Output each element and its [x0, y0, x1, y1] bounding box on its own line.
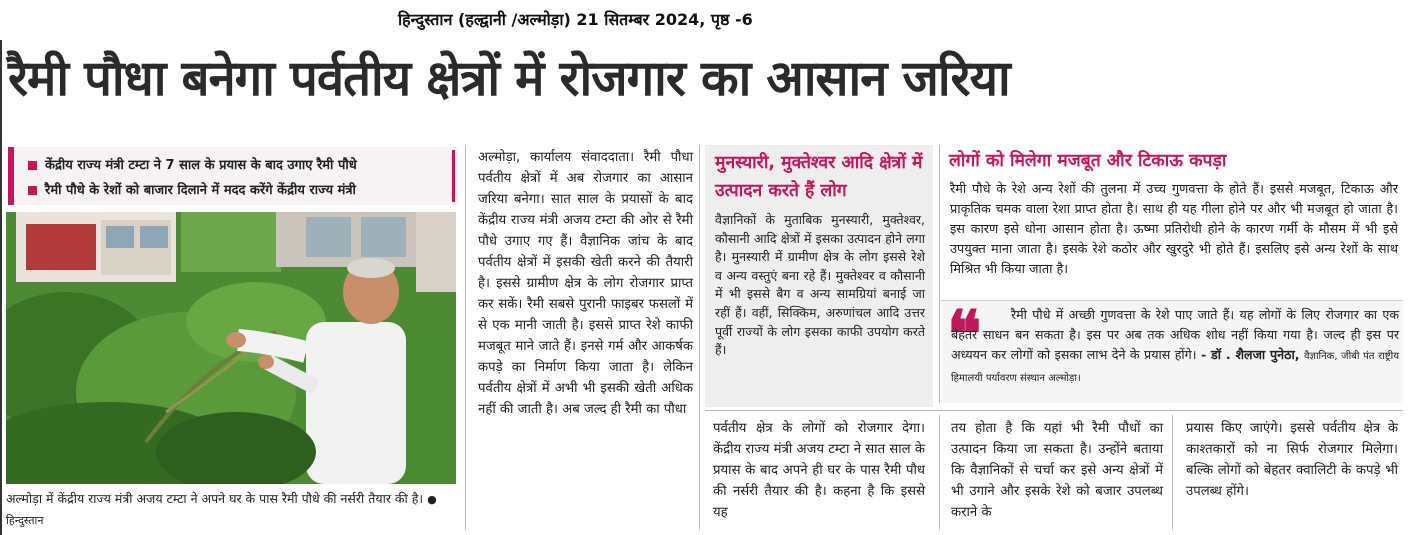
section-heading-fabric: लोगों को मिलेगा मजबूत और टिकाऊ कपड़ा — [949, 151, 1227, 171]
column-divider — [465, 145, 466, 530]
column-divider — [939, 415, 940, 530]
column-divider — [1172, 415, 1173, 530]
sidebar-text: वैज्ञानिकों के मुताबिक मुनस्यारी, मुक्तेश्वर, कौसानी आदि क्षेत्रों में इसका उत्पादन होने लगा है। मुनस्यारी में ग्रामीण क्षेत्र के लोग इससे रेशे व अन्य वस्तुएं बना रहे हैं। मुक्तेश्वर व कौसानी में भी इससे बैग व अन्य सामग्रियां बनाई जा रहीं हैं। वहीं, सिक्किम, अरुणांचल आदि उत्तर पूर्वी राज्यों के लोग इसका काफी उपयोग करते हैं। — [715, 212, 925, 358]
column-divider — [699, 145, 700, 530]
square-bullet-icon — [28, 161, 37, 170]
photo-caption: अल्मोड़ा में केंद्रीय राज्य मंत्री अजय टम्टा ने अपने घर के पास रैमी पौधे की नर्सरी तैयार की है। ● हिन्दुस्तान — [6, 491, 437, 527]
bottom-column-3: प्रयास किए जाएंगे। इससे पर्वतीय क्षेत्र के काश्तकारों को ना सिर्फ रोजगार मिलेगा। बल्कि लोगों को बेहतर क्वालिटी के कपड़े भी उपलब्ध होंगे। — [1186, 421, 1398, 499]
quote-author: - डॉ . शैलजा पुनेठा, — [1201, 347, 1300, 362]
quote-designation: वैज्ञानिक, जीबी पंत राष्ट्रीय हिमालयी पर्यावरण संस्थान अल्मोड़ा। — [951, 351, 1399, 384]
column-divider — [939, 145, 940, 403]
fabric-section-text: रैमी पौधे के रेशे अन्य रेशों की तुलना में उच्च गुणवत्ता के होते हैं। इससे मजबूत, टिकाऊ और प्राकृतिक चमक वाला रेशा प्राप्त होता है। साथ ही यह गीला होने पर और भी मजबूत हो जाता है। इस कारण इसे धोना आसान होता है। ऊष्मा प्रतिरोधी होने के कारण गर्मी के मौसम में भी इसे उपयुक्त माना जाता है। इसके रेशे कठोर और खुरदुरे भी होते हैं। इसलिए इसे अन्य रेशों के साथ मिश्रित भी किया जाता है। — [950, 182, 1398, 277]
news-photo — [6, 212, 456, 484]
photo-credit: ● हिन्दुस्तान — [6, 493, 437, 527]
horizontal-divider — [705, 410, 1403, 411]
article-column-1: अल्मोड़ा, कार्यालय संवाददाता। रैमी पौधा पर्वतीय क्षेत्रों में अब रोजगार का आसान जरिया बनेगा। सात साल के प्रयासों के बाद केंद्रीय राज्य मंत्री अजय टम्टा की ओर से रैमी पौधे उगाए गए हैं। वैज्ञानिक जांच के बाद पर्वतीय क्षेत्रों में इसकी खेती करने की तैयारी है। इससे ग्रामीण क्षेत्र के लोग रोजगार प्राप्त कर सकें। रैमी सबसे पुरानी फाइबर फसलों में से एक मानी जाती है। इससे प्राप्त रेशे काफी मजबूत माने जाते हैं। इनसे गर्म और आकर्षक कपड़े का निर्माण किया जाता है। लेकिन पर्वतीय क्षेत्रों में अभी भी इसकी खेती अधिक नहीं की जाती है। अब जल्द ही रैमी का पौधा — [478, 150, 693, 417]
square-bullet-icon — [28, 186, 37, 195]
headline: रैमी पौधा बनेगा पर्वतीय क्षेत्रों में रोजगार का आसान जरिया — [8, 50, 1010, 107]
quote-mark-icon: ❝ — [947, 297, 982, 372]
highlight-item: केंद्रीय राज्य मंत्री टम्टा ने 7 साल के प्रयास के बाद उगाए रैमी पौधे — [28, 155, 357, 173]
highlights-accent-rule — [452, 150, 455, 202]
bottom-column-2: तय होता है कि यहां भी रैमी पौधों का उत्पादन किया जा सकता है। उन्होंने बताया कि वैज्ञानिकों से चर्चा कर इसे अन्य क्षेत्रों में भी उगाने और इसके रेशे को बजार उपलब्ध कराने के — [951, 421, 1163, 520]
sidebar-heading: मुनस्यारी, मुक्तेश्वर आदि क्षेत्रों में उत्पादन करते हैं लोग — [715, 153, 923, 201]
dateline: हिन्दुस्तान (हल्द्वानी /अल्मोड़ा) 21 सितम्बर 2024, पृष्ठ -6 — [398, 10, 753, 29]
highlights-box — [8, 147, 458, 205]
expert-quote-box — [941, 297, 1403, 403]
highlight-item: रैमी पौधे के रेशों को बाजार दिलाने में मदद करेंगे केंद्रीय राज्य मंत्री — [28, 180, 356, 198]
bottom-column-1: पर्वतीय क्षेत्र के लोगों को रोजगार देगा। केंद्रीय राज्य मंत्री अजय टम्टा ने सात साल के प्रयास के बाद अपने ही घर के पास रैमी पौध की नर्सरी तैयार की है। कहना है कि इससे यह — [713, 421, 925, 520]
quote-text: रैमी पौधे में अच्छी गुणवत्ता के रेशे पाए जाते हैं। यह लोगों के लिए रोजगार का एक बेहतर साधन बन सकता है। इस पर अब तक अधिक शोध नहीं किया गया है। जल्द ही इस पर अध्ययन कर लोगों को इसका लाभ देने के प्रयास होंगे। - डॉ . शैलजा पुनेठा, वैज्ञानिक, जीबी पंत राष्ट्रीय हिमालयी पर्यावरण संस्थान अल्मोड़ा। — [951, 307, 1399, 384]
sidebar-box-production — [705, 145, 933, 407]
left-border-rule — [0, 40, 2, 535]
minister-in-nursery-image — [6, 212, 456, 484]
